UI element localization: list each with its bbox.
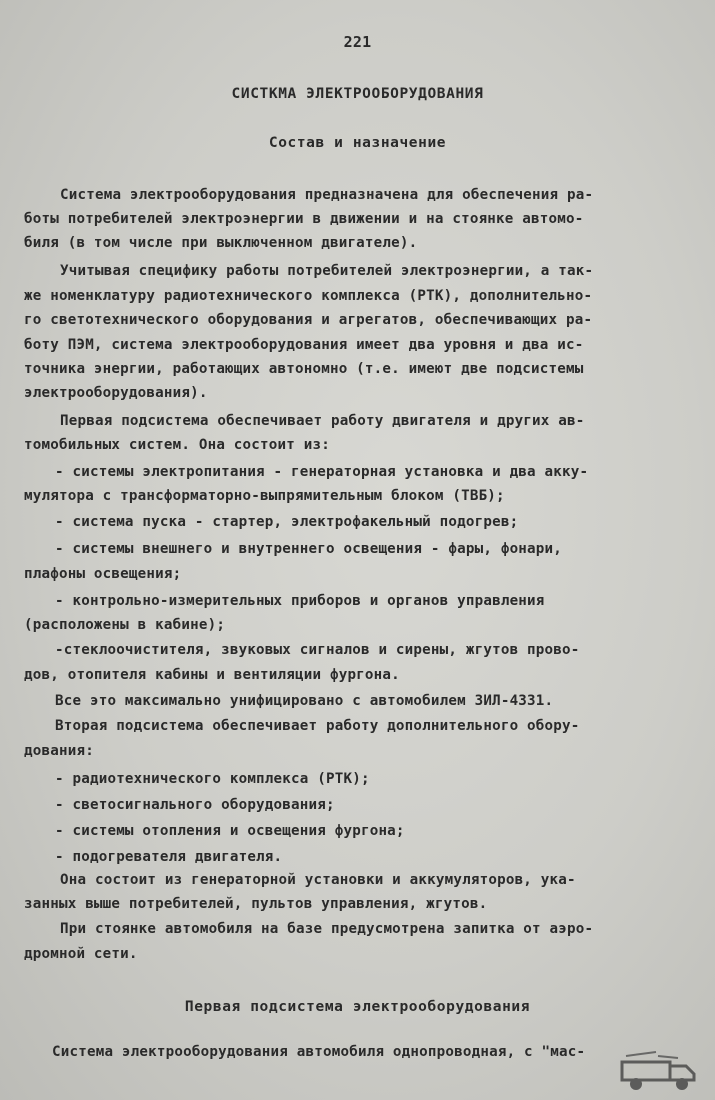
paragraph-line: дования: [24, 743, 94, 759]
list-item-continuation: дов, отопителя кабины и вентиляции фургона. [24, 667, 400, 683]
paragraph-line: Вторая подсистема обеспечивает работу дополнительного обору- [55, 718, 580, 734]
paragraph-line: Учитывая специфику работы потребителей электроэнергии, а так- [60, 263, 594, 279]
paragraph-line: точника энергии, работающих автономно (т.е. имеют две подсистемы [24, 361, 584, 377]
paragraph-line: боты потребителей электроэнергии в движении и на стоянке автомо- [24, 211, 584, 227]
list-item: -стеклоочистителя, звуковых сигналов и сирены, жгутов прово- [55, 642, 580, 658]
list-item: - системы внешнего и внутреннего освещения - фары, фонари, [55, 541, 563, 557]
paragraph-line: го светотехнического оборудования и агрегатов, обеспечивающих ра- [24, 312, 593, 328]
paragraph-line: Система электрооборудования автомобиля однопроводная, с "мас- [52, 1044, 586, 1060]
list-item: - системы электропитания - генераторная установка и два акку- [55, 464, 589, 480]
paragraph-line: же номенклатуру радиотехнического комплекса (РТК), дополнительно- [24, 288, 593, 304]
paragraph-line: Система электрооборудования предназначена для обеспечения ра- [60, 187, 594, 203]
paragraph-line: занных выше потребителей, пультов управления, жгутов. [24, 896, 488, 912]
paragraph-line: Все это максимально унифицировано с автомобилем ЗИЛ-4331. [55, 693, 554, 709]
paragraph-line: боту ПЭМ, система электрооборудования имеет два уровня и два ис- [24, 337, 584, 353]
paragraph-line: биля (в том числе при выключенном двигателе). [24, 235, 418, 251]
paragraph-line: Она состоит из генераторной установки и аккумуляторов, ука- [60, 872, 576, 888]
list-item: - радиотехнического комплекса (РТК); [55, 771, 370, 787]
paragraph-line: При стоянке автомобиля на базе предусмотрена запитка от аэро- [60, 921, 594, 937]
list-item-continuation: (расположены в кабине); [24, 617, 226, 633]
list-item: - контрольно-измерительных приборов и органов управления [55, 593, 545, 609]
list-item-continuation: мулятора с трансформаторно-выпрямительным блоком (ТВБ); [24, 488, 505, 504]
page-number: 221 [343, 33, 372, 51]
paragraph-line: дромной сети. [24, 946, 138, 962]
list-item: - системы отопления и освещения фургона; [55, 823, 405, 839]
paragraph-line: томобильных систем. Она состоит из: [24, 437, 330, 453]
list-item: - система пуска - стартер, электрофакельный подогрев; [55, 514, 519, 530]
list-item-continuation: плафоны освещения; [24, 566, 182, 582]
list-item: - подогревателя двигателя. [55, 849, 283, 865]
paragraph-line: электрооборудования). [24, 385, 208, 401]
section-heading-first-subsystem: Первая подсистема электрооборудования [184, 999, 531, 1015]
section-heading-composition: Состав и назначение [268, 135, 447, 151]
chapter-title: СИСТКМА ЭЛЕКТРООБОРУДОВАНИЯ [231, 86, 484, 102]
paragraph-line: Первая подсистема обеспечивает работу двигателя и других ав- [60, 413, 585, 429]
list-item: - светосигнального оборудования; [55, 797, 335, 813]
truck-stamp-icon [612, 1046, 702, 1094]
